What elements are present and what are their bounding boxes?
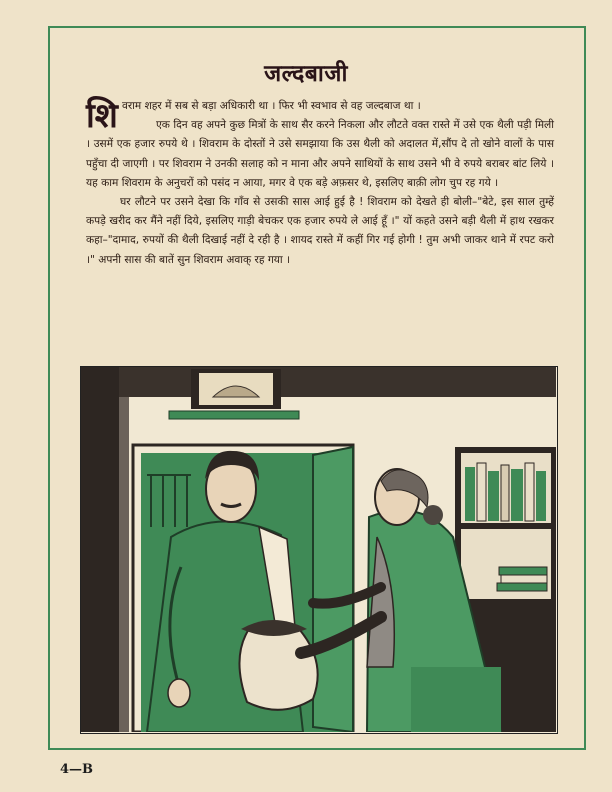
page-number: 4—B xyxy=(60,762,94,777)
story-illustration xyxy=(80,366,558,734)
illustration-drawing xyxy=(81,367,556,732)
story-paragraph: एक दिन वह अपने कुछ मित्रों के साथ सैर करने निकला और लौटते वक्त रास्ते में उसे एक थैली पड़ी मिली । उसमें एक हजार रुपये थे । शिवराम के दोस्तों ने उसे समझाया कि उस थैली को अदालत में,सौंप दे तो खोने वालों के पास पहुँचा दी जाएगी । पर शिवराम ने उनकी सलाह को न माना और अपने साथियों के साथ उसने भी वे रुपये बराबर बांट लिये । यह काम शिवराम के अनुचरों को पसंद न आया, मगर वे एक बड़े अफ़सर थे, इसलिए बाक़ी लोग चुप रह गये । xyxy=(86,119,554,189)
woman-saree xyxy=(411,667,501,732)
story-paragraph-text: वराम शहर में सब से बड़ा अधिकारी था । फिर भी स्वभाव से वह जल्दबाज था । xyxy=(121,100,421,112)
left-pillar xyxy=(81,367,119,732)
man-hand xyxy=(168,679,190,707)
story-paragraph: घर लौटने पर उसने देखा कि गाँव से उसकी सास आई हुई है ! शिवराम को देखते ही बोली–"बेटे, इस साल तुम्हें कपड़े खरीद कर मैंने नहीं दिये, इसलिए गाड़ी बेचकर एक हजार रुपये ले आई हूँ ।" यों कहते उसने बड़ी थैली में हाथ रखकर कहा–"दामाद, रुपयों की थैली दिखाई नहीं दे रही है । शायद रास्ते में कहीं गिर गई होगी ! तुम अभी जाकर थाने में रपट करो ।" अपनी सास की बातें सुन शिवराम अवाक् रह गया । xyxy=(86,196,554,266)
pillar-edge xyxy=(119,367,129,732)
ceiling-beam xyxy=(119,367,556,397)
story-paragraph xyxy=(86,96,554,136)
woman-bun xyxy=(423,505,443,525)
books xyxy=(465,463,546,521)
story-body xyxy=(86,97,554,270)
drop-cap: शि xyxy=(86,96,118,136)
green-shelf xyxy=(169,411,299,419)
stacked-books xyxy=(497,567,547,591)
story-title: जल्दबाजी xyxy=(264,61,348,87)
open-door xyxy=(313,447,353,732)
